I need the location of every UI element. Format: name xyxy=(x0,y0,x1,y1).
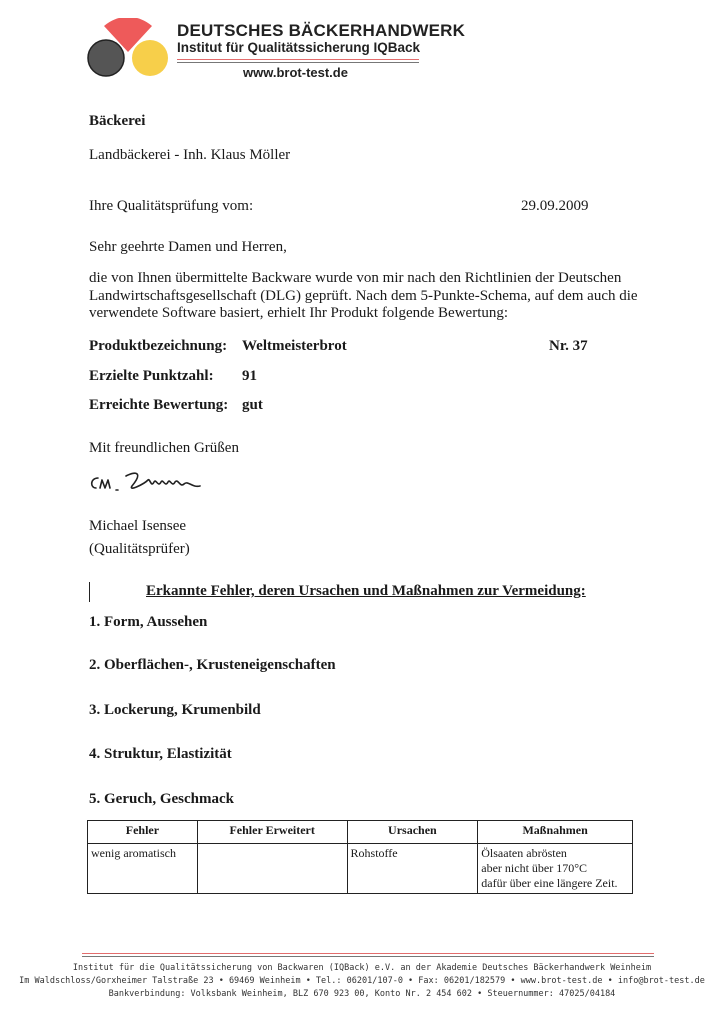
product-label: Produktbezeichnung: xyxy=(89,338,228,354)
footer-gray-rule xyxy=(82,956,654,957)
cell-fehler-erweitert xyxy=(197,844,347,894)
category-structure: 4. Struktur, Elastizität xyxy=(89,746,232,762)
product-number: Nr. 37 xyxy=(549,338,588,354)
category-taste: 5. Geruch, Geschmack xyxy=(89,791,234,807)
col-header-massnahmen: Maßnahmen xyxy=(478,821,633,844)
iqback-logo xyxy=(84,18,172,80)
cell-fehler: wenig aromatisch xyxy=(88,844,198,894)
massnahmen-line-1: Ölsaaten abrösten xyxy=(481,846,567,860)
signer-name: Michael Isensee xyxy=(89,518,187,534)
table-row xyxy=(88,844,633,894)
defects-table xyxy=(87,820,633,894)
points-value: 91 xyxy=(242,368,257,384)
footer-line-3: Bankverbindung: Volksbank Weinheim, BLZ 670 923 00, Konto Nr. 2 454 602 • Steuernummer: 47025/04184 xyxy=(108,989,616,999)
header-gray-rule xyxy=(177,62,419,63)
category-surface: 2. Oberflächen-, Krusteneigenschaften xyxy=(89,657,336,673)
institute-name: Institut für Qualitätssicherung IQBack xyxy=(177,40,421,55)
rating-value: gut xyxy=(242,397,263,413)
massnahmen-line-2: aber nicht über 170°C xyxy=(481,861,588,875)
col-header-fehler-erweitert: Fehler Erweitert xyxy=(197,821,347,844)
footer-line-2: Im Waldschloss/Gorxheimer Talstraße 23 • 69469 Weinheim • Tel.: 06201/107-0 • Fax: 06201/182579 • www.brot-test.de • info@brot-test.de xyxy=(19,976,705,986)
cell-ursachen: Rohstoffe xyxy=(347,844,478,894)
col-header-fehler: Fehler xyxy=(88,821,198,844)
product-value: Weltmeisterbrot xyxy=(242,338,347,354)
org-name: DEUTSCHES BÄCKERHANDWERK xyxy=(177,21,466,40)
massnahmen-line-3: dafür über eine längere Zeit. xyxy=(481,876,618,890)
exam-date: 29.09.2009 xyxy=(521,198,589,214)
closing-greeting: Mit freundlichen Grüßen xyxy=(89,440,239,456)
rating-label: Erreichte Bewertung: xyxy=(89,397,229,413)
footer-red-rule xyxy=(82,953,654,954)
website-link[interactable]: www.brot-test.de xyxy=(243,65,348,80)
body-line-3: verwendete Software basiert, erhielt Ihr Produkt folgende Bewertung: xyxy=(89,305,509,321)
recipient-label: Bäckerei xyxy=(89,113,146,129)
header-red-rule xyxy=(177,59,419,60)
salutation: Sehr geehrte Damen und Herren, xyxy=(89,239,287,255)
handwritten-signature xyxy=(88,466,213,500)
category-crumb: 3. Lockerung, Krumenbild xyxy=(89,702,261,718)
category-form: 1. Form, Aussehen xyxy=(89,614,208,630)
defects-heading: Erkannte Fehler, deren Ursachen und Maßnahmen zur Vermeidung: xyxy=(146,583,586,599)
logo-yellow-circle xyxy=(132,40,168,76)
signer-role: (Qualitätsprüfer) xyxy=(89,541,190,557)
table-header-row xyxy=(88,821,633,844)
cell-massnahmen xyxy=(478,844,633,894)
col-header-ursachen: Ursachen xyxy=(347,821,478,844)
recipient-name: Landbäckerei - Inh. Klaus Möller xyxy=(89,147,291,163)
body-line-2: Landwirtschaftsgesellschaft (DLG) geprüft. Nach dem 5-Punkte-Schema, auf dem auch die xyxy=(89,288,638,304)
points-label: Erzielte Punktzahl: xyxy=(89,368,214,384)
exam-label: Ihre Qualitätsprüfung vom: xyxy=(89,198,254,214)
body-line-1: die von Ihnen übermittelte Backware wurde von mir nach den Richtlinien der Deutschen xyxy=(89,270,622,286)
footer-line-1: Institut für die Qualitätssicherung von Backwaren (IQBack) e.V. an der Akademie Deutsches Bäckerhandwerk Weinheim xyxy=(72,963,652,973)
section-marker xyxy=(89,582,90,602)
logo-dark-circle xyxy=(88,40,124,76)
